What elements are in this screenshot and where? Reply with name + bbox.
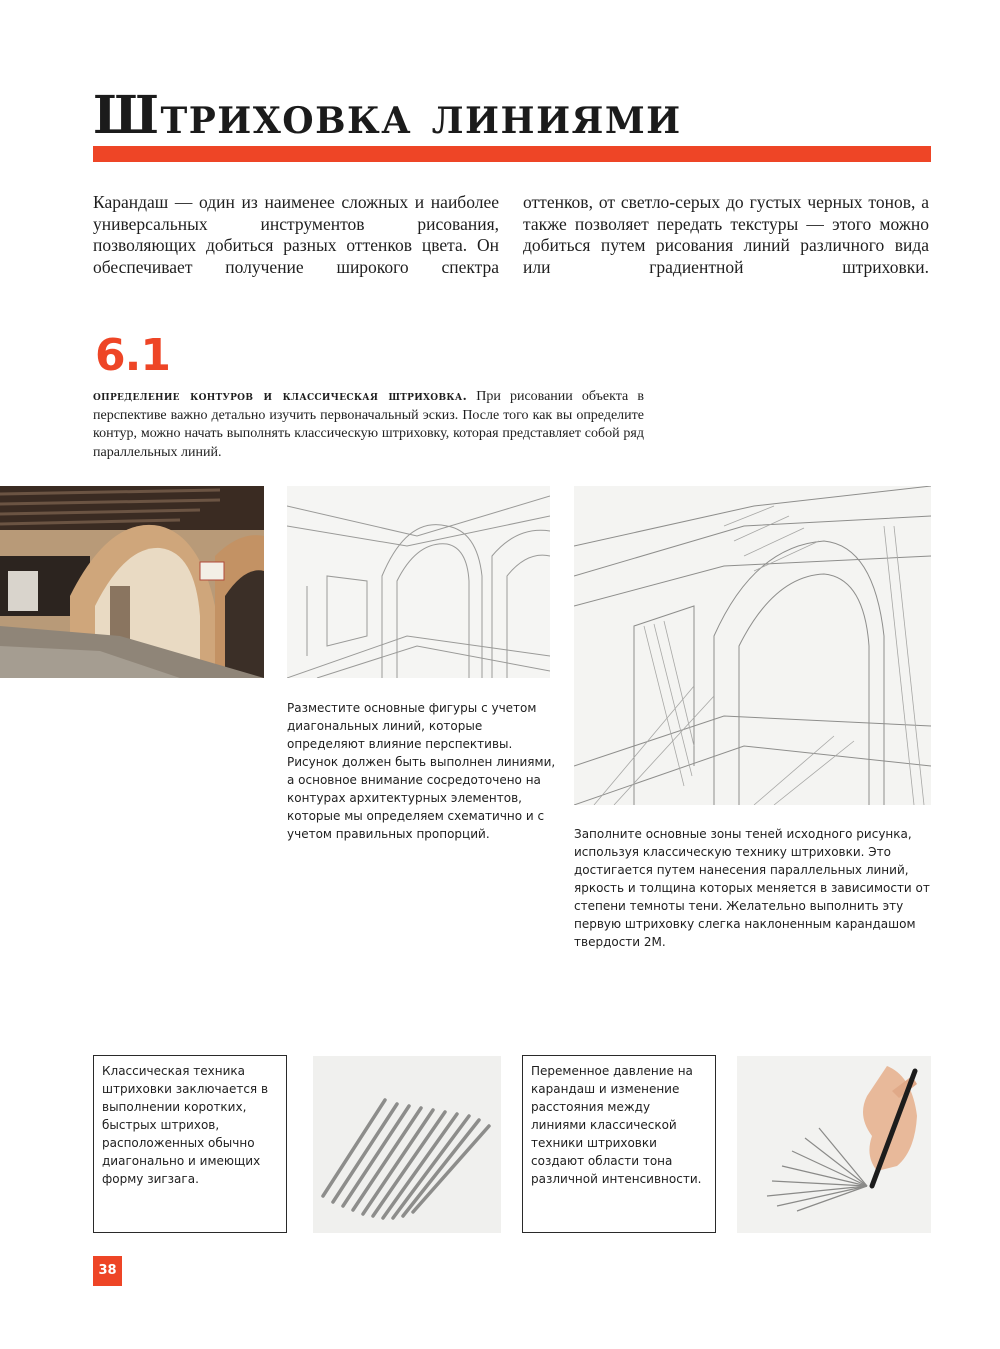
caption-shaded-sketch: Заполните основные зоны теней исходного рисунка, используя классическую технику штриховки. Это достигается путем нанесения параллельных линий, яркость и толщина которых меняется в зависимости от степени темноты тени. Желательно выполнить эту первую штриховку слегка наклоненным карандашом твердости 2М. (574, 827, 930, 949)
section-body: При рисовании объекта в перспективе важно детально изучить первоначальный эскиз. После того как вы определите контур, можно начать выполнять классическую штриховку, которая представляет собой ряд параллельных линий. (93, 389, 644, 460)
section-text (93, 387, 644, 462)
technique-box-2-text: Переменное давление на карандаш и изменение расстояния между линиями классической техники штриховки создают области тона различной интенсивности. (531, 1064, 702, 1186)
title-underline-bar (93, 146, 931, 162)
zigzag-strokes-image (313, 1056, 501, 1233)
intro-text-left: Карандаш — один из наименее сложных и наиболее универсальных инструментов рисования, позволяющих добиться разных оттенков цвета. Он обеспечивает получение широкого спектра (93, 192, 499, 277)
outline-sketch-image (287, 486, 550, 678)
hand-drawing-image (737, 1056, 931, 1233)
page-number: 38 (93, 1256, 122, 1286)
intro-text-right: оттенков, от светло-серых до густых черных тонов, а также позволяет передать текстуры — этого можно добиться путем рисования линий различного вида или градиентной штриховки. (523, 192, 929, 277)
section-number: 6.1 (95, 330, 170, 381)
section-lead: определение контуров и классическая штриховка. (93, 388, 468, 403)
shaded-sketch-image (574, 486, 931, 805)
technique-box-1-text: Классическая техника штриховки заключается в выполнении коротких, быстрых штрихов, расположенных обычно диагонально и имеющих форму зигзага. (102, 1064, 269, 1186)
technique-box-2 (522, 1055, 716, 1233)
page-title: Штриховка линиями (93, 85, 682, 146)
technique-box-1 (93, 1055, 287, 1233)
caption-outline-sketch: Разместите основные фигуры с учетом диагональных линий, которые определяют влияние перспективы. Рисунок должен быть выполнен линиями, а основное внимание сосредоточено на контурах архитектурных элементов, которые мы определяем схематично и с учетом правильных пропорций. (287, 701, 556, 841)
arcade-photo (0, 486, 264, 678)
